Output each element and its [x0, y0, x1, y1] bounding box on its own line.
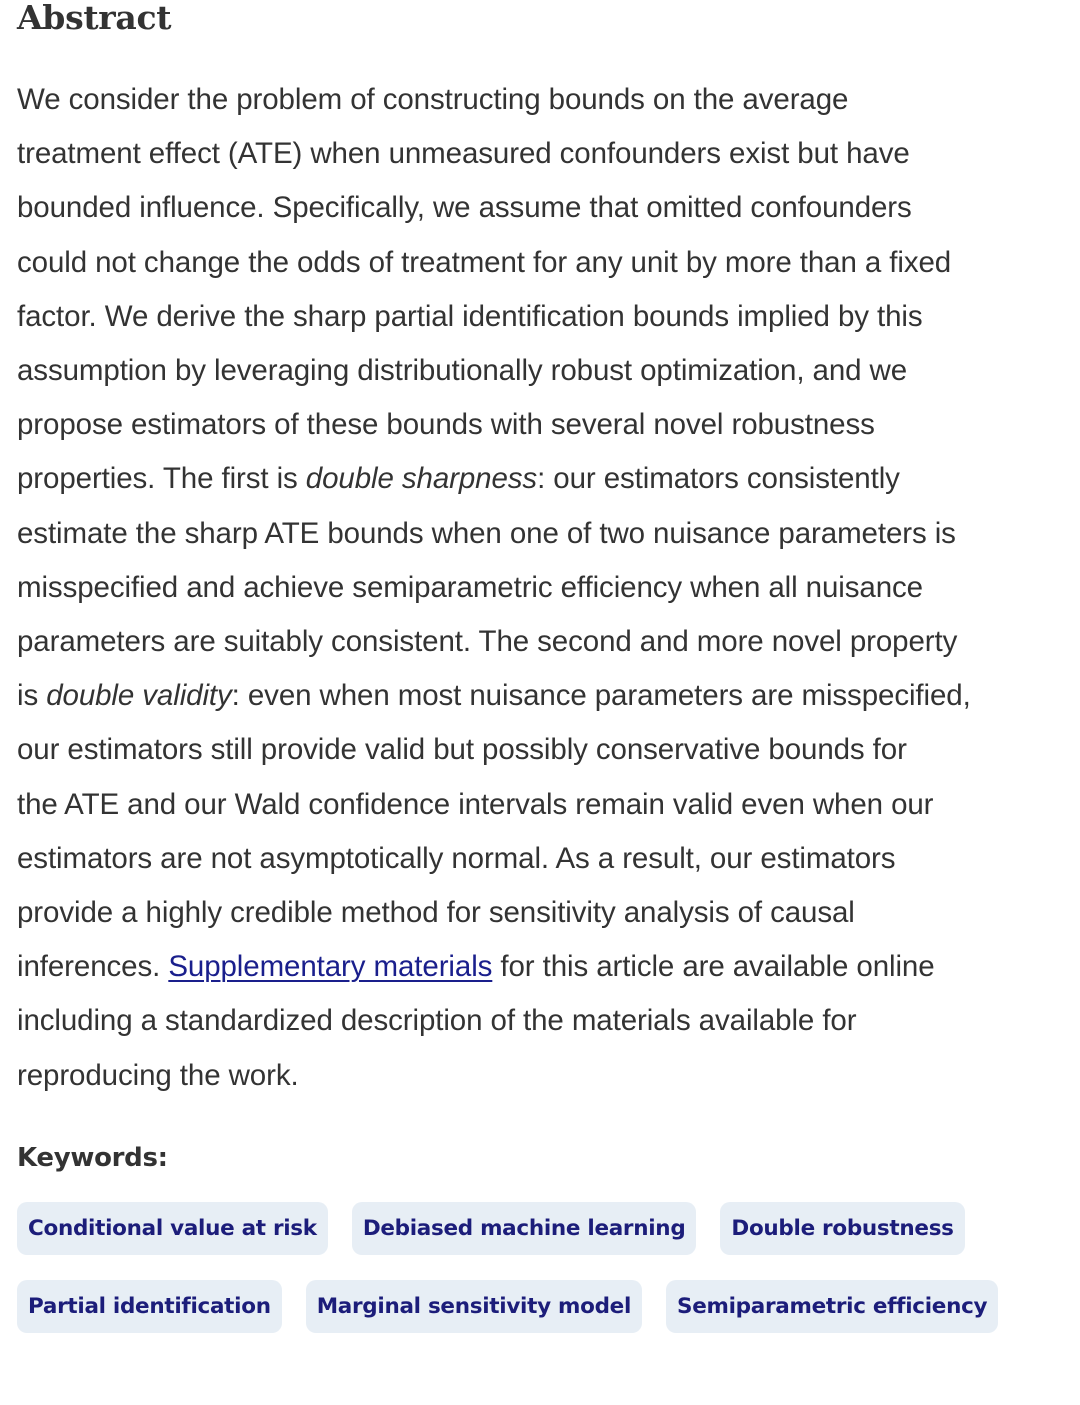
abstract-line — [17, 452, 1067, 506]
emphasis-double-validity: double validity — [46, 679, 232, 713]
text-segment: bounded influence. Specifically, we assume that omitted confounders — [17, 191, 912, 225]
abstract-line — [17, 181, 1067, 235]
text-segment: provide a highly credible method for sensitivity analysis of causal — [17, 896, 855, 930]
abstract-line — [17, 73, 1067, 127]
text-segment: propose estimators of these bounds with several novel robustness — [17, 408, 875, 442]
abstract-text — [17, 73, 1067, 1103]
text-segment: : our estimators consistently — [537, 462, 900, 496]
text-segment: misspecified and achieve semiparametric efficiency when all nuisance — [17, 570, 923, 604]
supplementary-materials-link[interactable]: Supplementary materials — [168, 950, 493, 984]
abstract-line — [17, 723, 1067, 777]
text-segment: including a standardized description of the materials available for — [17, 1004, 857, 1038]
text-segment: is — [17, 679, 47, 713]
keyword-tag-marginal-sensitivity-model[interactable]: Marginal sensitivity model — [306, 1280, 642, 1333]
abstract-line — [17, 507, 1067, 561]
text-segment: the ATE and our Wald confidence intervals remain valid even when our — [17, 787, 934, 821]
text-segment: our estimators still provide valid but possibly conservative bounds for — [17, 733, 907, 767]
abstract-line — [17, 398, 1067, 452]
abstract-line — [17, 236, 1067, 290]
text-segment: estimators are not asymptotically normal. As a result, our estimators — [17, 841, 896, 875]
keywords-row — [17, 1280, 1017, 1333]
abstract-line — [17, 561, 1067, 615]
abstract-line — [17, 290, 1067, 344]
text-segment: : even when most nuisance parameters are misspecified, — [231, 679, 971, 713]
text-segment: estimate the sharp ATE bounds when one of two nuisance parameters is — [17, 516, 956, 550]
text-segment: treatment effect (ATE) when unmeasured confounders exist but have — [17, 137, 910, 171]
abstract-line — [17, 940, 1067, 994]
keyword-tag-conditional-value-at-risk[interactable]: Conditional value at risk — [17, 1202, 328, 1255]
abstract-line — [17, 778, 1067, 832]
abstract-line — [17, 669, 1067, 723]
abstract-heading: Abstract — [17, 0, 172, 37]
text-segment: for this article are available online — [492, 950, 935, 984]
text-segment: assumption by leveraging distributionally robust optimization, and we — [17, 354, 908, 388]
text-segment: reproducing the work. — [17, 1058, 299, 1092]
text-segment: We consider the problem of constructing bounds on the average — [17, 83, 849, 116]
keyword-tag-debiased-machine-learning[interactable]: Debiased machine learning — [352, 1202, 697, 1255]
text-segment: inferences. — [17, 950, 169, 984]
emphasis-double-sharpness: double sharpness — [305, 462, 538, 496]
abstract-line — [17, 832, 1067, 886]
abstract-line — [17, 886, 1067, 940]
abstract-line — [17, 1049, 1067, 1103]
abstract-line — [17, 994, 1067, 1048]
keywords-label: Keywords: — [17, 1143, 168, 1173]
abstract-line — [17, 127, 1067, 181]
keywords-row — [17, 1202, 1017, 1255]
keywords-list — [17, 1202, 1017, 1358]
text-segment: factor. We derive the sharp partial identification bounds implied by this — [17, 299, 923, 333]
keyword-tag-partial-identification[interactable]: Partial identification — [17, 1280, 282, 1333]
keyword-tag-semiparametric-efficiency[interactable]: Semiparametric efficiency — [666, 1280, 998, 1333]
abstract-line — [17, 615, 1067, 669]
text-segment: properties. The first is — [17, 462, 306, 496]
abstract-line — [17, 344, 1067, 398]
text-segment: could not change the odds of treatment for any unit by more than a fixed — [17, 245, 952, 279]
text-segment: parameters are suitably consistent. The second and more novel property — [17, 625, 958, 659]
keyword-tag-double-robustness[interactable]: Double robustness — [720, 1202, 964, 1255]
